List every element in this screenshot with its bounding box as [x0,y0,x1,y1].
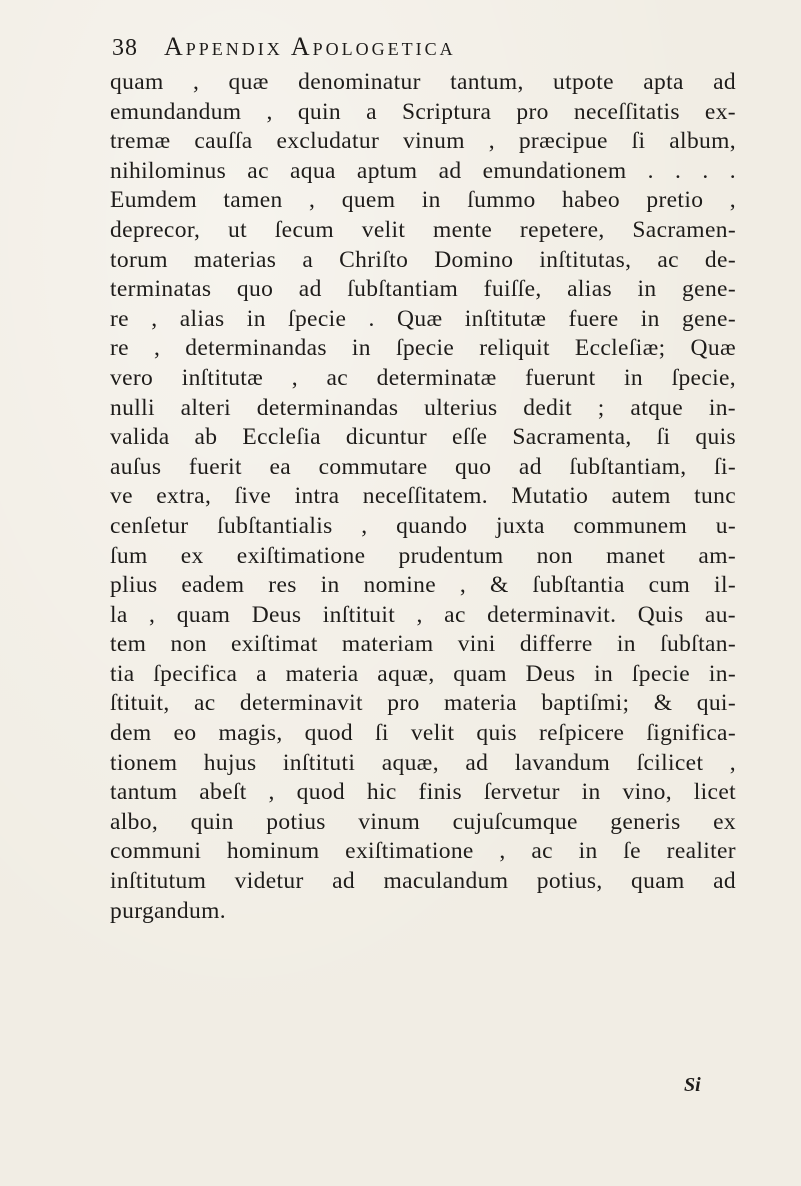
text-line: re , determinandas in ſpecie reliquit Eccleſiæ; Quæ [110,335,736,362]
running-title: Appendix Apologetica [164,32,456,61]
text-line: plius eadem res in nomine , & ſubſtantia cum il- [110,572,736,599]
catchword: Si [684,1074,701,1096]
text-line: la , quam Deus inſtituit , ac determinavit. Quis au- [110,601,736,628]
text-line: nulli alteri determinandas ulterius dedit ; atque in- [110,394,736,421]
text-line: quam , quæ denominatur tantum, utpote apta ad [110,69,736,95]
text-line: tremæ cauſſa excludatur vinum , præcipue ſi album, [110,128,736,155]
running-head [112,32,732,66]
text-line: ve extra, ſive intra neceſſitatem. Mutatio autem tunc [110,483,736,510]
text-line: tantum abeſt , quod hic finis ſervetur in vino, licet [110,779,736,806]
text-line: inſtitutum videtur ad maculandum potius, quam ad [110,868,736,895]
text-line: nihilominus ac aqua aptum ad emundationem . . . . [110,157,736,184]
text-line: re , alias in ſpecie . Quæ inſtitutæ fuere in gene- [110,305,736,332]
text-line: emundandum , quin a Scriptura pro neceſſitatis ex- [110,98,736,125]
text-line: cenſetur ſubſtantialis , quando juxta communem u- [110,512,736,539]
text-line: deprecor, ut ſecum velit mente repetere, Sacramen- [110,216,736,243]
text-line: purgandum. [110,897,226,924]
text-line: auſus fuerit ea commutare quo ad ſubſtantiam, ſi- [110,453,736,480]
text-line: vero inſtitutæ , ac determinatæ fuerunt in ſpecie, [110,364,736,391]
text-line: ſum ex exiſtimatione prudentum non manet am- [110,542,736,569]
text-line: torum materias a Chriſto Domino inſtitutas, ac de- [110,246,736,273]
text-line: tionem hujus inſtituti aquæ, ad lavandum ſcilicet , [110,749,736,776]
text-line: valida ab Eccleſia dicuntur eſſe Sacramenta, ſi quis [110,424,736,451]
text-line: dem eo magis, quod ſi velit quis reſpicere ſignifica- [110,720,736,747]
text-line: terminatas quo ad ſubſtantiam fuiſſe, alias in gene- [110,276,736,303]
body-text [110,68,736,926]
text-line: albo, quin potius vinum cujuſcumque generis ex [110,808,736,835]
text-line: ſtituit, ac determinavit pro materia baptiſmi; & qui- [110,690,736,717]
text-line: communi hominum exiſtimatione , ac in ſe realiter [110,838,736,865]
page-number: 38 [112,35,138,61]
text-line: tia ſpecifica a materia aquæ, quam Deus in ſpecie in- [110,660,736,687]
text-line: tem non exiſtimat materiam vini differre in ſubſtan- [110,631,736,658]
text-line: Eumdem tamen , quem in ſummo habeo pretio , [110,187,736,214]
